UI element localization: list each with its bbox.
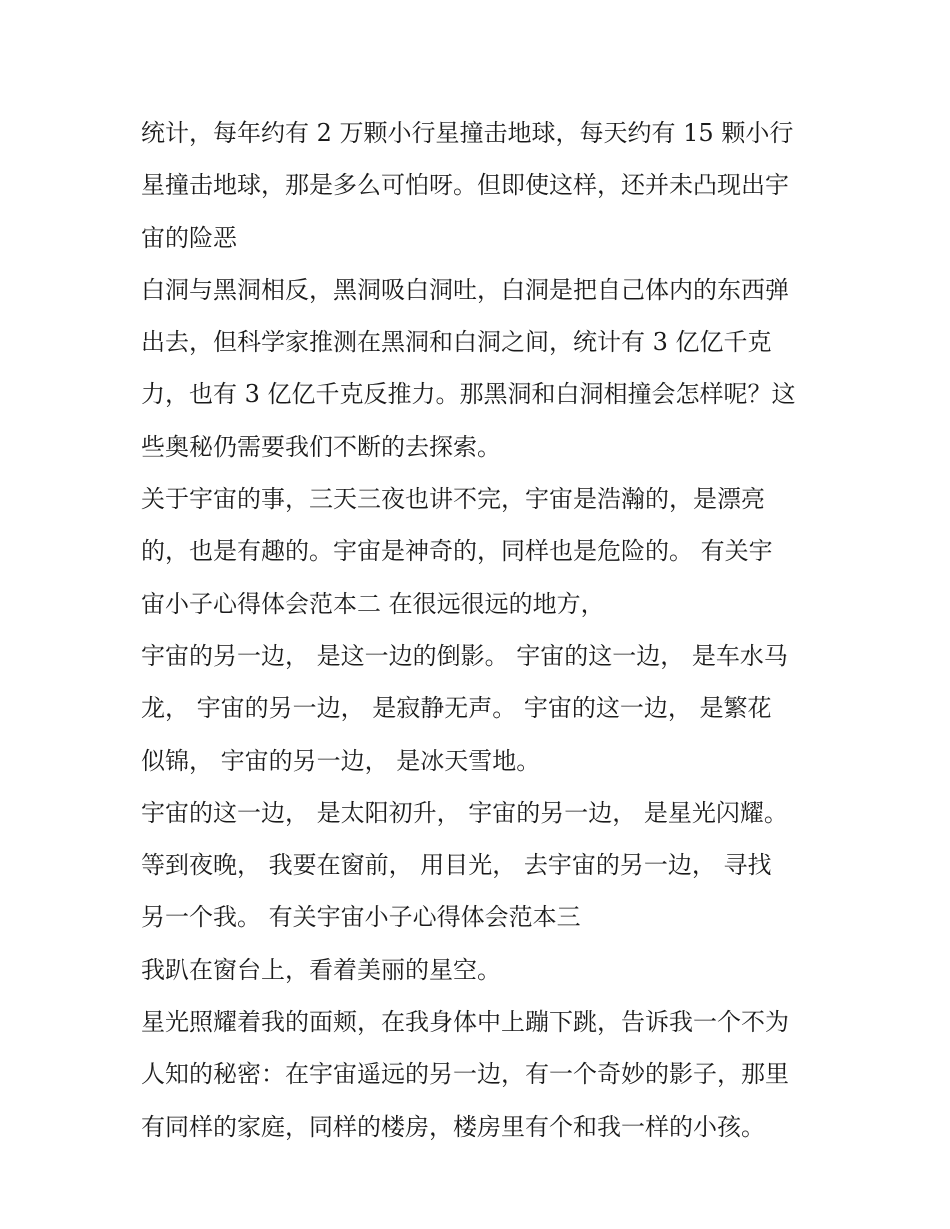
- text-line: 我趴在窗台上，看着美丽的星空。: [141, 955, 501, 984]
- text-line: 力，也有 3 亿亿千克反推力。那黑洞和白洞相撞会怎样呢？这: [141, 380, 796, 409]
- text-line: 些奥秘仍需要我们不断的去探索。: [141, 432, 501, 461]
- text-line: 有同样的家庭，同样的楼房，楼房里有个和我一样的小孩。: [141, 1112, 765, 1141]
- text-line: 白洞与黑洞相反，黑洞吸白洞吐，白洞是把自己体内的东西弹: [141, 275, 789, 304]
- text-line: 另一个我。 有关宇宙小子心得体会范本三: [141, 903, 581, 932]
- text-line: 星撞击地球，那是多么可怕呀。但即使这样，还并未凸现出宇: [141, 171, 789, 200]
- text-line: 的，也是有趣的。宇宙是神奇的，同样也是危险的。 有关宇: [141, 537, 773, 566]
- text-line: 关于宇宙的事，三天三夜也讲不完，宇宙是浩瀚的，是漂亮: [141, 485, 765, 514]
- text-line: 出去，但科学家推测在黑洞和白洞之间，统计有 3 亿亿千克: [141, 328, 772, 357]
- text-line: 统计，每年约有 2 万颗小行星撞击地球，每天约有 15 颗小行: [141, 119, 794, 147]
- text-line: 似锦， 宇宙的另一边， 是冰天雪地。: [141, 746, 541, 775]
- text-line: 人知的秘密：在宇宙遥远的另一边，有一个奇妙的影子，那里: [141, 1060, 789, 1089]
- text-line: 宇宙的另一边， 是这一边的倒影。 宇宙的这一边， 是车水马: [141, 641, 788, 670]
- text-line: 龙， 宇宙的另一边， 是寂静无声。 宇宙的这一边， 是繁花: [141, 694, 772, 723]
- text-line: 宙小子心得体会范本二 在很远很远的地方，: [141, 589, 605, 618]
- text-line: 星光照耀着我的面颊，在我身体中上蹦下跳，告诉我一个不为: [141, 1008, 789, 1037]
- text-line: 宙的险恶: [141, 223, 237, 252]
- text-line: 宇宙的这一边， 是太阳初升， 宇宙的另一边， 是星光闪耀。: [141, 798, 788, 827]
- body-text: [141, 107, 821, 1153]
- text-line: 等到夜晚， 我要在窗前， 用目光， 去宇宙的另一边， 寻找: [141, 851, 772, 880]
